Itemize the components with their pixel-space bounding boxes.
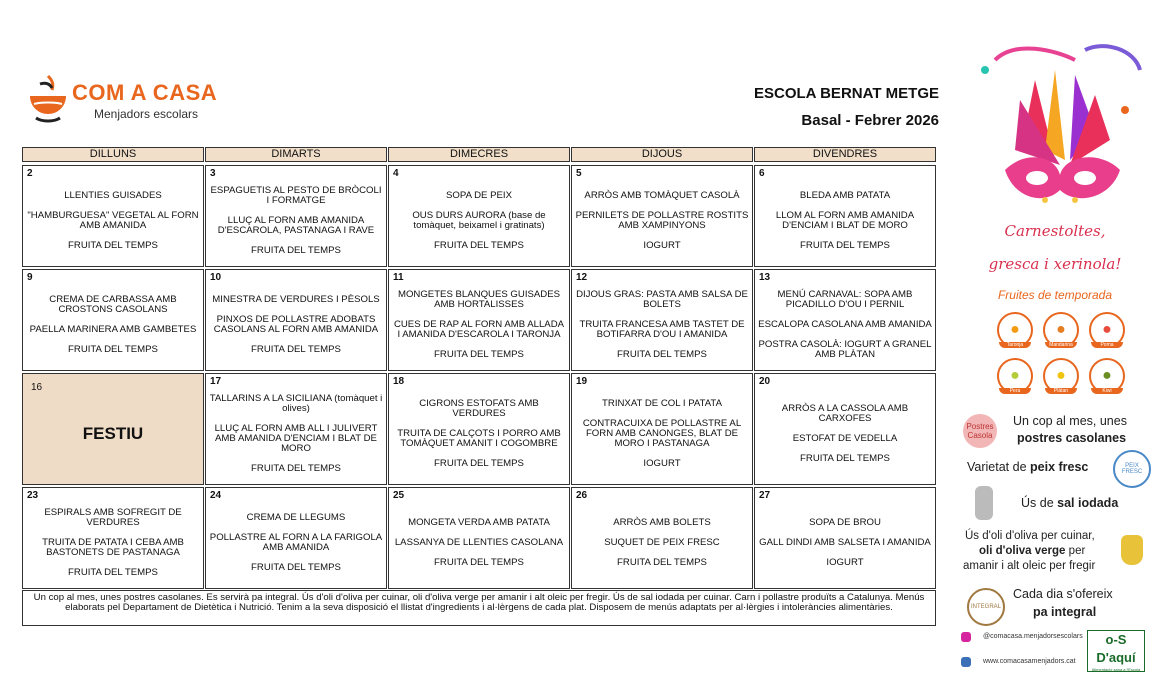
bread-badge-icon: INTEGRAL — [967, 588, 1005, 626]
dish-item: FRUITA DEL TEMPS — [68, 567, 158, 578]
day-header-0: DILLUNS — [22, 147, 204, 162]
dish-item: TALLARINS A LA SICILIANA (tomàquet i olives) — [209, 393, 383, 414]
menu-period: Basal - Febrer 2026 — [801, 112, 939, 129]
postres-text-2: postres casolanes — [1017, 431, 1127, 445]
dish-item: LLUÇ AL FORN AMB ALL I JULIVERT AMB AMANIDA D'ENCIAM I BLAT DE MORO — [214, 423, 378, 454]
brand-name: COM A CASA — [72, 80, 218, 105]
dish-list — [209, 178, 383, 264]
day-cell — [388, 373, 570, 485]
day-cell — [754, 269, 936, 371]
fruit-icon: ● Kiwi — [1089, 358, 1125, 394]
day-cell — [754, 487, 936, 589]
dish-list — [575, 386, 749, 482]
day-cell — [205, 269, 387, 371]
dish-item: FRUITA DEL TEMPS — [251, 463, 341, 474]
sal-bold: sal iodada — [1057, 496, 1119, 510]
dish-list — [392, 386, 566, 482]
peix-label: Varietat de — [967, 460, 1027, 474]
dish-item: FRUITA DEL TEMPS — [251, 245, 341, 256]
day-number: 20 — [759, 376, 771, 387]
dish-item: ESPIRALS AMB SOFREGIT DE VERDURES — [44, 507, 182, 528]
carnival-mask-icon — [975, 40, 1145, 240]
dish-item: ARRÒS AMB BOLETS — [613, 517, 711, 528]
dish-item: IOGURT — [643, 240, 681, 251]
dish-list — [209, 500, 383, 586]
dish-item: CREMA DE CARBASSA AMB CROSTONS CASOLANS — [49, 294, 177, 315]
dish-item: ESPAGUETIS AL PESTO DE BRÒCOLI I FORMATGE — [210, 185, 382, 206]
dish-item: ARRÒS A LA CASSOLA AMB CARXOFES — [781, 403, 909, 424]
fruit-label: Mandarina — [1045, 342, 1077, 348]
carnival-text-1: Carnestoltes, — [1004, 222, 1106, 240]
dish-item: FRUITA DEL TEMPS — [617, 349, 707, 360]
website-link[interactable]: www.comacasamenjadors.cat — [983, 658, 1076, 665]
dish-item: PINXOS DE POLLASTRE ADOBATS CASOLANS AL FORN AMB AMANIDA — [213, 314, 379, 335]
dish-item: FRUITA DEL TEMPS — [617, 557, 707, 568]
dish-list — [575, 500, 749, 586]
dish-list — [26, 386, 200, 482]
oli-bold: oli d'oliva verge — [979, 545, 1066, 557]
dish-item: FRUITA DEL TEMPS — [434, 240, 524, 251]
day-cell — [388, 269, 570, 371]
bowl-icon — [26, 74, 70, 126]
day-number: 5 — [576, 168, 582, 179]
fruits-title: Fruites de temporada — [997, 288, 1113, 302]
day-number: 26 — [576, 490, 588, 501]
day-number: 19 — [576, 376, 588, 387]
dish-item: DIJOUS GRAS: PASTA AMB SALSA DE BOLETS — [576, 289, 748, 310]
day-cell — [571, 373, 753, 485]
day-header-3: DIJOUS — [571, 147, 753, 162]
dish-list — [392, 178, 566, 264]
dish-item: ESCALOPA CASOLANA AMB AMANIDA — [758, 319, 932, 330]
salt-icon — [975, 486, 993, 520]
day-header-2: DIMECRES — [388, 147, 570, 162]
oli-text-2 — [979, 545, 1085, 557]
dish-item: FRUITA DEL TEMPS — [251, 562, 341, 573]
fruit-label: Pera — [999, 388, 1031, 394]
dish-item: LLOM AL FORN AMB AMANIDA D'ENCIAM I BLAT DE MORO — [775, 210, 915, 231]
day-number: 3 — [210, 168, 216, 179]
day-cell — [205, 373, 387, 485]
day-cell — [22, 269, 204, 371]
holiday-label: FESTIU — [82, 424, 144, 443]
day-number: 4 — [393, 168, 399, 179]
postres-text-1: Un cop al mes, unes — [1013, 414, 1127, 428]
dish-item: "HAMBURGUESA" VEGETAL AL FORN AMB AMANIDA — [27, 210, 199, 231]
dish-item: FRUITA DEL TEMPS — [68, 344, 158, 355]
day-cell — [22, 165, 204, 267]
dish-list — [758, 500, 932, 586]
fish-icon: PEIX FRESC — [1113, 450, 1151, 488]
dish-item: LLENTIES GUISADES — [64, 190, 162, 201]
day-number: 18 — [393, 376, 405, 387]
dish-item: ESTOFAT DE VEDELLA — [792, 433, 898, 444]
dish-item: MONGETA VERDA AMB PATATA — [408, 517, 550, 528]
fruit-icon: ● Poma — [1089, 312, 1125, 348]
day-cell — [571, 269, 753, 371]
day-number: 27 — [759, 490, 771, 501]
sol-logo-bottom: D'aquí — [1096, 650, 1136, 665]
dish-list — [758, 178, 932, 264]
fruit-label: Poma — [1091, 342, 1123, 348]
dish-item: POLLASTRE AL FORN A LA FARIGOLA AMB AMANIDA — [209, 532, 383, 553]
dish-item: FRUITA DEL TEMPS — [68, 240, 158, 251]
day-cell — [754, 373, 936, 485]
day-cell — [388, 165, 570, 267]
day-number: 24 — [210, 490, 222, 501]
sol-logo-top: o-S — [1105, 632, 1127, 647]
footer-note: Un cop al mes, unes postres casolanes. Es servirà pa integral. Ús d'oli d'oliva per cuinar, oli d'oliva verge per amanir i alt oleic per fregir. Ús de sal iodada per cuinar. Carn i pollastre produïts a Catalunya. Menús elaborats pel Departament de Dietètica i Nutrició. Tenim a la seva disposició el llistat d'ingredients i al·lèrgens de cada plat. Disposem de menús adaptats per al·lèrgies i intoleràncies alimentàries. — [22, 590, 936, 626]
day-number: 25 — [393, 490, 405, 501]
day-cell — [22, 373, 204, 485]
carnival-text-2: gresca i xerinola! — [988, 255, 1122, 273]
day-number: 6 — [759, 168, 765, 179]
day-cell — [205, 487, 387, 589]
instagram-handle[interactable]: @comacasa.menjadorsescolars — [983, 633, 1083, 640]
dish-item: OUS DURS AURORA (base de tomàquet, beixamel i gratinats) — [412, 210, 546, 231]
brand-subtitle: Menjadors escolars — [94, 107, 199, 121]
dish-item: LLUÇ AL FORN AMB AMANIDA D'ESCAROLA, PASTANAGA I RAVE — [217, 215, 375, 236]
dish-item: FRUITA DEL TEMPS — [800, 453, 890, 464]
dish-list — [575, 178, 749, 264]
fruit-label: Plàtan — [1045, 388, 1077, 394]
pa-text-1: Cada dia s'ofereix — [1013, 587, 1113, 601]
fruit-icon: ● Pera — [997, 358, 1033, 394]
dish-item: MINESTRA DE VERDURES I PÈSOLS — [212, 294, 380, 305]
peix-text — [967, 460, 1088, 474]
sidebar — [955, 30, 1155, 670]
day-header-4: DIVENDRES — [754, 147, 936, 162]
day-number: 10 — [210, 272, 222, 283]
dish-item: IOGURT — [826, 557, 864, 568]
dish-list — [575, 282, 749, 368]
dish-list — [392, 500, 566, 586]
dish-item: TRUITA DE PATATA I CEBA AMB BASTONETS DE PASTANAGA — [42, 537, 184, 558]
peix-bold: peix fresc — [1030, 460, 1089, 474]
sol-caption: Alimentació sana a l'Escola — [1091, 667, 1141, 672]
dish-list — [758, 282, 932, 368]
day-number: 2 — [27, 168, 33, 179]
dish-list — [26, 500, 200, 586]
fruit-label: Taronja — [999, 342, 1031, 348]
dish-item: BLEDA AMB PATATA — [799, 190, 891, 201]
web-icon — [961, 657, 971, 667]
day-number: 11 — [393, 272, 404, 283]
instagram-icon — [961, 632, 971, 642]
dish-item: PAELLA MARINERA AMB GAMBETES — [29, 324, 197, 335]
dish-item: CONTRACUIXA DE POLLASTRE AL FORN AMB CANONGES, BLAT DE MORO I PASTANAGA — [582, 418, 742, 449]
dish-list — [26, 178, 200, 264]
dish-item: SUQUET DE PEIX FRESC — [604, 537, 720, 548]
dish-list — [209, 386, 383, 482]
day-number: 16 — [31, 382, 43, 393]
dish-list — [26, 282, 200, 368]
pa-text-2: pa integral — [1033, 605, 1097, 619]
dish-list — [209, 282, 383, 368]
sol-logo — [1087, 630, 1145, 672]
day-cell — [205, 165, 387, 267]
dish-item: IOGURT — [643, 458, 681, 469]
postres-badge-icon: Postres Casola — [963, 414, 997, 448]
fruit-icon: ● Mandarina — [1043, 312, 1079, 348]
dish-item: SOPA DE BROU — [809, 517, 881, 528]
dish-item: ARRÒS AMB TOMÀQUET CASOLÀ — [584, 190, 740, 201]
dish-item: CIGRONS ESTOFATS AMB VERDURES — [419, 398, 539, 419]
day-number: 12 — [576, 272, 588, 283]
day-number: 17 — [210, 376, 222, 387]
dish-item: GALL DINDI AMB SALSETA I AMANIDA — [759, 537, 931, 548]
fruit-icon: ● Taronja — [997, 312, 1033, 348]
dish-item: TRINXAT DE COL I PATATA — [602, 398, 722, 409]
dish-list — [392, 282, 566, 368]
day-number: 23 — [27, 490, 39, 501]
day-cell — [754, 165, 936, 267]
dish-item: FRUITA DEL TEMPS — [434, 557, 524, 568]
day-number: 13 — [759, 272, 771, 283]
dish-item: MENÚ CARNAVAL: SOPA AMB PICADILLO D'OU I PERNIL — [777, 289, 913, 310]
dish-item: SOPA DE PEIX — [446, 190, 512, 201]
dish-item: LASSANYA DE LLENTIES CASOLANA — [394, 537, 564, 548]
olive-oil-icon — [1121, 535, 1143, 565]
dish-item: FRUITA DEL TEMPS — [800, 240, 890, 251]
sal-label: Ús de — [1021, 496, 1054, 510]
dish-item: FRUITA DEL TEMPS — [251, 344, 341, 355]
sal-text — [1021, 496, 1118, 510]
fruit-icon: ● Plàtan — [1043, 358, 1079, 394]
dish-item: TRUITA DE CALÇOTS I PORRO AMB TOMÀQUET AMANIT I COGOMBRE — [397, 428, 561, 449]
dish-item: FRUITA DEL TEMPS — [434, 458, 524, 469]
day-number: 9 — [27, 272, 33, 283]
dish-item: TRUITA FRANCESA AMB TASTET DE BOTIFARRA D'OU I AMANIDA — [579, 319, 745, 340]
brand-logo — [26, 74, 236, 126]
day-cell — [571, 487, 753, 589]
day-cell — [571, 165, 753, 267]
dish-item: POSTRA CASOLÀ: IOGURT A GRANEL AMB PLÀTAN — [758, 339, 932, 360]
dish-item: CUES DE RAP AL FORN AMB ALLADA I AMANIDA D'ESCAROLA I TARONJA — [393, 319, 565, 340]
dish-item: MONGETES BLANQUES GUISADES AMB HORTALISSES — [397, 289, 561, 310]
oli-suffix: per — [1068, 545, 1086, 557]
dish-item: PERNILETS DE POLLASTRE ROSTITS AMB XAMPINYONS — [575, 210, 749, 231]
dish-item: CREMA DE LLEGUMS — [246, 512, 346, 523]
day-header-1: DIMARTS — [205, 147, 387, 162]
school-name: ESCOLA BERNAT METGE — [753, 85, 939, 102]
dish-list — [758, 386, 932, 482]
dish-item: FRUITA DEL TEMPS — [434, 349, 524, 360]
oli-text-1: Ús d'oli d'oliva per cuinar, — [965, 530, 1095, 542]
day-cell — [22, 487, 204, 589]
day-cell — [388, 487, 570, 589]
oli-text-3: amanir i alt oleic per fregir — [963, 560, 1096, 572]
fruit-label: Kiwi — [1091, 388, 1123, 394]
